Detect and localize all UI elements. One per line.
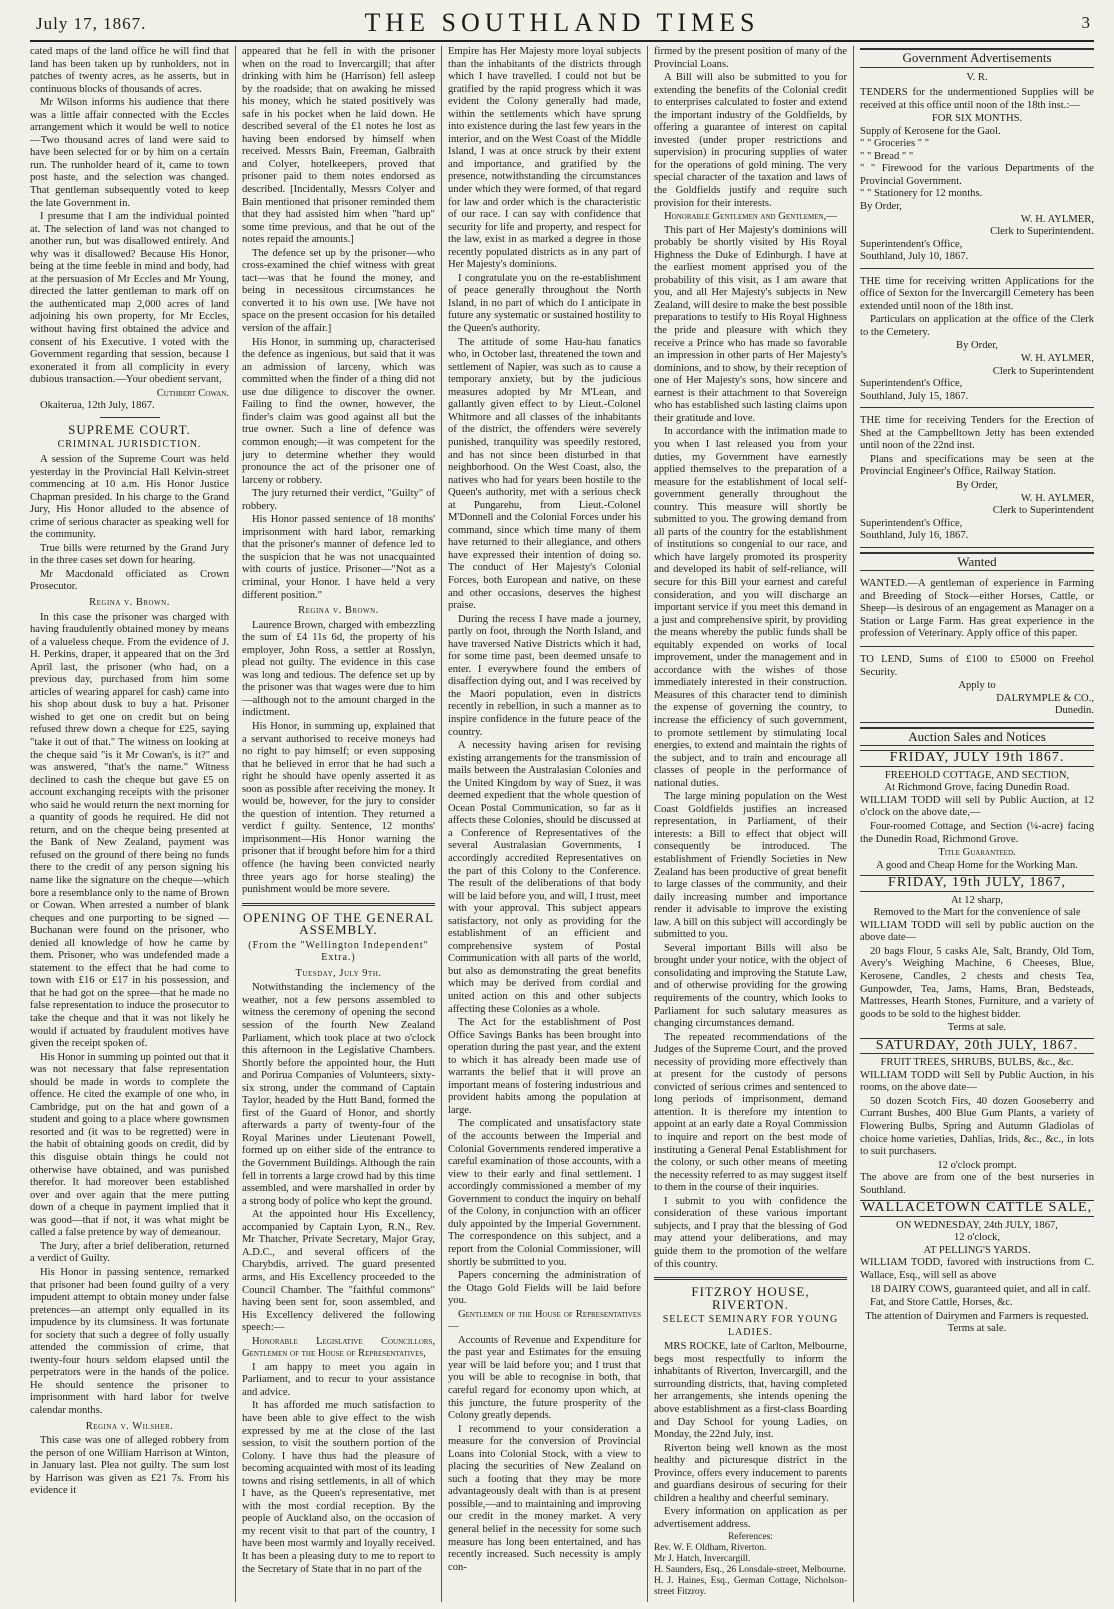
auction-note: The above are from one of the best nurseries in Southland.: [860, 1172, 1094, 1196]
notice-date: Southland, July 16, 1867.: [860, 530, 969, 542]
article-paragraph: I congratulate you on the re-establishment of peace generally throughout the North Island, in no part of which do I anticipate in future any systematic or sustained hostility to the Queen's authority.: [448, 272, 641, 335]
auction-date: SATURDAY, 20th JULY, 1867.: [860, 1038, 1094, 1055]
newspaper-title: THE SOUTHLAND TIMES: [364, 8, 760, 37]
article-paragraph: Notwithstanding the inclemency of the weather, not a few persons assembled to witness the ceremony of opening the second session of the fourth New Zealand Parliament, which took place at two o'clock this afternoon in the Legislative Chambers. Shortly before the appointed hour, the Hutt and Porirua Companies of Volunteers, sixty-six strong, under the command of Captain Taylor, headed by the Hutt Band, formed the first of the Guard of Honor, and shortly afterwards a party of twenty-four of the Royal Marines under Lieutenant Powell, formed up on either side of the entrance to the Government Buildings. Although the rain fell in torrents a large crowd had by this time assembled, and were marshalled in order by a strong body of police who kept the ground.: [242, 982, 435, 1207]
article-paragraph: In accordance with the intimation made to you when I last released you from your duties, my Government have earnestly applied themselves to the preparation of a measure for the establishment of local self-government generally throughout the country. This measure will shortly be submitted to you. The growing demand from all parts of the country for the establishment of institutions so congenial to our race, and which have largely promoted its prosperity and developed its habit of self-reliance, will secure for this Bill your earnest and careful consideration, and you will discharge an important service if you meet this demand in a just and comprehensive spirit, by providing the means whereby the public funds shall be equitably expended on works of local improvement, under the management and in accordance with the wishes of those immediately interested in their construction. Measures of this character tend to diminish the expense of governing the country, to increase the efficiency of such government, to promote settlement by stimulating local energies, to extend and maintain the rights of the subject, and to train and encourage all classes of people in the performance of national duties.: [654, 426, 847, 789]
auction-text: WILLIAM TODD, favored with instructions from C. Wallace, Esq., will sell as above: [860, 1257, 1094, 1282]
article-paragraph: A session of the Supreme Court was held yesterday in the Provincial Hall Kelvin-street commencing at 10 a.m. His Honor Justice Chapman presided. In his charge to the Grand Jury, His Honor alluded to the absence of crime of serious character as speaking well for the community.: [30, 453, 229, 541]
article-paragraph: Empire has Her Majesty more loyal subjects than the inhabitants of the districts through which I have travelled. I could not but be gratified by the rapid progress which it was evident the Colony generally had made, within the settlements which have sprung into existence during the last few years in the interior, and on the West Coast of the Middle Island, I was at once struck by their extent and importance, and gratified by the presence, notwithstanding the circumstances under which they were formed, of that regard for law and order which is the characteristic of our race. I can say with confidence that security for life and property, and respect for the law, exist in as marked a degree in those recently populated districts as in any part of Her Majesty's dominions.: [448, 46, 641, 271]
advertiser-place: Dunedin.: [1054, 705, 1094, 717]
reference-item: H. J. Haines, Esq., German Cottage, Nicholson-street Fitzroy.: [654, 1576, 847, 1598]
advert-apply: Apply to: [958, 680, 996, 692]
article-paragraph: A necessity having arisen for revising existing arrangements for the transmission of mails between the Australasian Colonies and the United Kingdom by way of Suez, it was deemed expedient that the whole question of Ocean Postal Communication, so far as it affects these Colonies, should be discussed at a Conference of Representatives of the several Australasian Governments, I accordingly accredited Representatives on the part of this Colony to the Conference. The result of the deliberations of that body will be laid before you, and will, I trust, meet with your approval. This subject appears satisfactory, not only as providing for the establishment of an efficient and comprehensive system of Postal Communication with all parts of the world, but also as demonstrating the great benefits which may be derived from cordial and united action on this and other subjects affecting these Colonies as a whole.: [448, 740, 641, 1015]
article-paragraph: This case was one of alleged robbery from the person of one William Harrison at Winton, in January last. Plea not guilty. The sum lost by Harrison was given as £21 7s. From his evidence it: [30, 1435, 229, 1497]
article-paragraph: During the recess I have made a journey, partly on foot, through the North Island, and have traversed Native Districts which it had, for some time past, been deemed unsafe to enter. I everywhere found the embers of disaffection dying out, and I was received by the Maori population, even in districts recently in rebellion, in such a manner as to inspire confidence in the future peace of the country.: [448, 613, 641, 738]
column-2: [236, 46, 442, 1602]
column-4: [648, 46, 854, 1602]
auction-time: 12 o'clock prompt.: [937, 1159, 1017, 1171]
article-paragraph: True bills were returned by the Grand Jury in the three cases set down for hearing.: [30, 542, 229, 567]
article-paragraph: His Honor passed sentence of 18 months' imprisonment with hard labor, remarking that the prisoner's manner of defence led to the suspicion that he was not unacquainted with courts of justice. Prisoner—"Not as a criminal, your Honor. I have held a very different position.": [242, 514, 435, 601]
signatory-name: W. H. AYLMER,: [1020, 213, 1094, 225]
auction-terms: Terms at sale.: [947, 1323, 1007, 1335]
article-paragraph: His Honor in summing up pointed out that it was not necessary that false representation should be made in words to complete the offence. He cited the example of one who, in Cambridge, put on the hat and gown of a student and going to a place where gownsmen resorted and (it was to be regretted) were in the habit of obtaining goods on credit, did by this disguise obtain things he could not otherwise have obtained, and was punished therefor. It had moreover been established over and over again that the mere putting down of a cheque in payment implied that it was good—that if not, it was what might be called a false pretence by way of demeanour.: [30, 1051, 229, 1239]
article-paragraph: It has afforded me much satisfaction to have been able to give effect to the wish expressed by me at the close of the last session, to visit the southern portion of the Colony. I have thus had the pleasure of becoming acquainted with most of its leading towns and rising settlements, in all of which I have, as the Queen's representative, met with the most cordial reception. By the people of Auckland also, on the occasion of my recent visit to that part of the country, I have been most warmly and loyally received. It has been a pleasing duty to me to report to the Secretary of State that in no part of the: [242, 1400, 435, 1575]
auction-title: WALLACETOWN CATTLE SALE,: [861, 1200, 1093, 1216]
jetty-notice: [860, 412, 1094, 547]
office-name: Superintendent's Office,: [860, 238, 963, 250]
signatory-name: W. H. AYLMER,: [1020, 353, 1094, 365]
tender-item: " " Bread " ": [860, 150, 914, 162]
article-paragraph: Mr Wilson informs his audience that there was a little affair connected with the Eccles arrangement which it would be well to notice—Two thousand acres of land were said to have been selected for or by him on a certain run. The runholder heard of it, came to town post haste, and the selection was changed. That gentleman subsequently voted to keep the late Government in.: [30, 97, 229, 209]
advert-text: WANTED.—A gentleman of experience in Farming and Breeding of Stock—either Horses, Cattle, or Sheep—is desirous of an engagement as Manager on a Station or Large Farm. Has great experience in the profession of Veterinary. Apply office of this paper.: [860, 578, 1094, 640]
signatory-name: W. H. AYLMER,: [1020, 492, 1094, 504]
references-list: [654, 1543, 847, 1598]
section-heading: SUPREME COURT.: [68, 421, 191, 437]
advert-paragraph: MRS ROCKE, late of Carlton, Melbourne, begs most respectfully to inform the inhabitants of Riverton, Invercargill, and the surrounding districts, that, having completed her arrangements, she intends opening the above establishment as a first-class Boarding and Day School for young Ladies, on Monday, the 22nd July, inst.: [654, 1341, 847, 1441]
divider: [654, 1277, 847, 1280]
section-heading: OPENING OF THE GENERAL ASSEMBLY.: [242, 909, 435, 938]
auction-time: 12 o'clock,: [953, 1232, 1001, 1244]
auction-note: The attention of Dairymen and Farmers is requested.: [865, 1310, 1089, 1322]
divider: [100, 417, 160, 418]
article-paragraph: I presume that I am the individual pointed at. The selection of land was not changed to another run, but was disallowed entirely. And why was it disallowed? Because His Honor, being at the time feeble in mind and body, had at the persuasion of Mr Eccles and Mr Young, directed the latter gentleman to mark off on the authenticated map 2,000 acres of land adjoining his own property, for Mr Eccles, without having first obtained the advice and consent of his Executive. I voted with the Government regarding that session, because I exonerated it from all complicity in every dubious transaction.—Your obedient servant,: [30, 211, 229, 386]
article-paragraph: Accounts of Revenue and Expenditure for the past year and Estimates for the ensuing year will be laid before you; and I trust that you will be able to recognise in both, that careful regard for economy upon which, at this juncture, the future prosperity of the Colony greatly depends.: [448, 1334, 641, 1422]
auction-item: Four-roomed Cottage, and Section (¼-acre) facing the Dunedin Road, Richmond Grove.: [860, 820, 1094, 845]
tender-text: TENDERS for the undermentioned Supplies will be received at this office until noon of the 18th inst.:—: [860, 87, 1094, 111]
column-1: [30, 46, 236, 1602]
advert-paragraph: Riverton being well known as the most healthy and picturesque district in the Province, offers every inducement to parents and guardians desirous of securing for their children a healthy and cheerful seminary.: [654, 1442, 847, 1504]
article-paragraph: Several important Bills will also be brought under your notice, with the object of consolidating and improving the Statute Law, and of otherwise providing for the growing requirements of the country, which looks to Parliament for such salutary measures as changing circumstances demand.: [654, 942, 847, 1030]
wanted-heading: Wanted: [860, 552, 1094, 572]
reference-item: Mr J. Hatch, Invercargill.: [654, 1554, 751, 1565]
reference-item: H. Saunders, Esq., 26 Lonsdale-street, Melbourne.: [654, 1565, 846, 1576]
auction-date: FRIDAY, 19th JULY, 1867,: [860, 875, 1094, 892]
auction-title: FREEHOLD COTTAGE, AND SECTION,: [884, 769, 1070, 781]
notice-date: Southland, July 15, 1867.: [860, 390, 969, 402]
article-paragraph: Laurence Brown, charged with embezzling the sum of £4 11s 6d, the property of his employer, John Ross, a settler at Rosslyn, plead not guilty. The evidence in this case was long and tedious. The defence set up by the prisoner was that wages were due to him—although not to the amount charged in the indictment.: [242, 619, 435, 719]
column-5-advertisements: [854, 46, 1094, 1602]
tender-item: Supply of Kerosene for the Gaol.: [860, 125, 1001, 137]
notice-text: THE time for receiving written Applications for the office of Sexton for the Invercargill Cemetery has been extended until noon of the 18th inst.: [860, 275, 1094, 312]
speech-address: Honorable Legislative Councillors, Gentlemen of the House of Representatives,: [242, 1335, 435, 1360]
case-heading: Regina v. Brown.: [298, 605, 379, 617]
auction-guarantee: Title Guaranteed.: [938, 847, 1016, 859]
case-heading: Regina v. Brown.: [89, 596, 170, 608]
sexton-notice: [860, 273, 1094, 408]
auction-title: FRUIT TREES, SHRUBS, BULBS, &c., &c.: [880, 1057, 1074, 1069]
letter-place-date: Okaiterua, 12th July, 1867.: [40, 400, 155, 412]
advert-heading: FITZROY HOUSE, RIVERTON.: [691, 1284, 810, 1312]
divider: [242, 903, 435, 906]
article-paragraph: The defence set up by the prisoner—who cross-examined the chief witness with great tact—was that he found the money, and being in necessitous circumstances he converted it to his own use. [We have not space on the present occasion for his detailed version of the affair.]: [242, 247, 435, 335]
article-paragraph: The complicated and unsatisfactory state of the accounts between the Imperial and Colonial Governments rendered imperative a careful examination of those accounts, with a view to their early and final settlement. I accordingly commissioned a member of my Government to conduct the inquiry on behalf of the Colony, in conjunction with an officer duly appointed by the Imperial Government. The correspondence on this subject, and a report from the Colonial Commissioner, will shortly be submitted to you.: [448, 1118, 641, 1268]
article-paragraph: I am happy to meet you again in Parliament, and to recur to your assistance and advice.: [242, 1361, 435, 1398]
article-paragraph: Mr Macdonald officiated as Crown Prosecutor.: [30, 568, 229, 593]
article-paragraph: firmed by the present position of many of the Provincial Loans.: [654, 46, 847, 70]
signatory-role: Clerk to Superintendent: [992, 505, 1094, 517]
letter-signature: Cuthbert Cowan.: [156, 387, 229, 399]
advert-text: TO LEND, Sums of £100 to £5000 on Freehol Security.: [860, 653, 1094, 678]
auction-item: 20 bags Flour, 5 casks Ale, Salt, Brandy, Old Tom, Avery's Weighing Machine, 6 Cheeses, Blue, Kerosene, Candles, 2 chests and chests Tea, Gunpowder, Tea, Jams, Hams, Bran, Bedsteads, Mattresses, Hearth Stones, Furniture, and a variety of goods to be sold to the highest bidder.: [860, 945, 1094, 1020]
auction-item: Fat, and Store Cattle, Horses, &c.: [870, 1297, 1013, 1309]
article-paragraph: The Jury, after a brief deliberation, returned a verdict of Guilty.: [30, 1240, 229, 1265]
advert-subheading: SELECT SEMINARY FOR YOUNG LADIES.: [662, 1314, 839, 1338]
article-paragraph: The jury returned their verdict, "Guilty" of robbery.: [242, 488, 435, 512]
office-name: Superintendent's Office,: [860, 378, 963, 390]
page-columns: [30, 46, 1094, 1602]
auction-text: WILLIAM TODD will sell by Public Auction, at 12 o'clock on the above date,—: [860, 794, 1094, 819]
page-number: 3: [1081, 13, 1090, 32]
advert-paragraph: Every information on application as per advertisement address.: [654, 1506, 847, 1530]
article-paragraph: Papers concerning the administration of the Otago Gold Fields will be laid before you.: [448, 1270, 641, 1307]
tender-item: " " Firewood for the various Departments of the Provincial Government.: [860, 163, 1094, 187]
auction-date: ON WEDNESDAY, 24th JULY, 1867,: [896, 1219, 1058, 1231]
article-paragraph: His Honor, in summing up, characterised the defence as ingenious, but said that it was an admission of larceny, which was committed when the finder of a thing did not use due diligence to discover the owner. Failing to find the owner, however, the finder's claim was good against all but the true owner. Such a line of defence was common enough;—it was competent for the jury to determine whether they would pronounce the act of the prisoner one of larceny or robbery.: [242, 336, 435, 486]
case-heading: Regina v. Wilsher.: [85, 1420, 174, 1432]
by-order: By Order,: [860, 201, 902, 213]
signatory-role: Clerk to Superintendent.: [990, 226, 1094, 238]
notice-date: Southland, July 10, 1867.: [860, 251, 969, 263]
wanted-advert: [860, 575, 1094, 647]
notice-text: Particulars on application at the office of the Clerk to the Cemetery.: [860, 314, 1094, 338]
auction-text: WILLIAM TODD will Sell by Public Auction, in his rooms, on the above date—: [860, 1069, 1094, 1094]
section-source: (From the "Wellington Independent" Extra.): [248, 939, 429, 964]
office-name: Superintendent's Office,: [860, 517, 963, 529]
references-title: References:: [728, 1532, 773, 1543]
article-paragraph: His Honor, in summing up, explained that a servant authorised to receive moneys had no right to pay himself; or even supposing that he believed in error that he had such a right he should have openly asserted it as soon as possible after receiving the money. It would be, however, for the jury to consider the question of intention. They returned a verdict f guilty. Sentence, 12 months' imprisonment—His Honor warning the prisoner that if brought before him for a third offence (he having been convicted nearly three years ago for horse stealing) the punishment would be more severe.: [242, 720, 435, 896]
signatory-role: Clerk to Superintendent: [992, 365, 1094, 377]
auction-location: AT PELLING'S YARDS.: [923, 1244, 1031, 1256]
tender-notice: [860, 84, 1094, 269]
article-paragraph: This part of Her Majesty's dominions will probably be shortly visited by His Royal Highness the Duke of Edinburgh. I have at the earliest moment apprised you of the probability of this visit, as I am aware that you, and all Her Majesty's subjects in New Zealand, will desire to make the best possible preparations to testify to His Royal Highness the pride and pleasure with which they receive a Prince who has made so favorable an impression in other parts of Her Majesty's dominions, and to show, by their reception of one of Her Majesty's sons, how sincere and earnest is their attachment to that Sovereign who has established such lasting claims upon their gratitude and love.: [654, 224, 847, 424]
section-subheading: CRIMINAL JURISDICTION.: [57, 439, 202, 451]
auction-item: 50 dozen Scotch Firs, 40 dozen Gooseberry and Currant Bushes, 400 Blue Gum Plants, a variety of Flowering Bulbs, Spring and Autumn Gladiolas of choice home varieties, Dahlias, Irids, &c., &c., in lots to suit purchasers.: [860, 1095, 1094, 1158]
auction-terms: Terms at sale.: [947, 1022, 1007, 1034]
speech-address: Gentlemen of the House of Representatives—: [448, 1308, 641, 1333]
government-advertisements-heading: Government Advertisements: [860, 48, 1094, 68]
issue-date: July 17, 1867.: [36, 14, 147, 33]
column-3: [442, 46, 648, 1602]
article-paragraph: In this case the prisoner was charged with having fraudulently obtained money by means of a valueless cheque. From the evidence of J. H. Perkins, draper, it appeared that on the 3rd April last, the prisoner (who had, on a previous day, purchased from him some articles of wearing apparel for cash) came into his shop about dusk to buy a hat. Prisoner wished to get one on credit but on being refused threw down a cheque for £25, saying "take it out of that." The witness on looking at the cheque said "is it Mr Cowan's, is it?" and was answered, "that's the name." Witness declined to cash the cheque but gave £5 on account exchanging receipts with the prisoner who said he would return the next morning for a quantity of goods he required. He did not return, and on the cheque being presented at the Bank of New Zealand, payment was refused on the ground of there being no funds there to the credit of any person signing his name like the signature on the cheque—which bore a resemblance only to the name of Brown or Cowan. When arrested a number of blank cheques and one purporting to be signed — Buchanan were found on the prisoner, who denied all knowledge of how he came by them. Prisoner, who was undefended made a statement to the effect that he had come to town with £16 or £17 in his possession, and that he had got on the spree—that he made no false representation to induce the prosecutor to take the cheque and that it was not likely he would if actuated by fraudulent motives have given the receipt spoken of.: [30, 611, 229, 1050]
article-paragraph: cated maps of the land office he will find that land has been taken up by runholders, not in patches of twenty acres, as he asserts, but in continuous blocks of thousands of acres.: [30, 46, 229, 95]
article-paragraph: A Bill will also be submitted to you for extending the benefits of the Colonial credit to enterprises calculated to foster and extend the important industry of the Goldfields, by offering a guarantee of interest on capital invested (under proper restrictions and supervision) in procuring supplies of water for the operations of gold mining. The very special character of the taxation and laws of the Goldfields justify and require such provision for their interests.: [654, 72, 847, 209]
article-paragraph: His Honor in passing sentence, remarked that prisoner had been found guilty of a very impudent attempt to obtain money under false pretences—an attempt only equalled in its impudence by its clumsiness. It was fortunate for society that such a degree of folly usually attended the commission of crime, that twenty-four hours seldom elapsed until the perpetrators were in the hands of the police. He should sentence the prisoner to imprisonment with hard labor for twelve calendar months.: [30, 1266, 229, 1416]
auction-tagline: A good and Cheap Home for the Working Man.: [876, 859, 1078, 871]
tender-period: FOR SIX MONTHS.: [931, 113, 1023, 125]
loan-advert: [860, 651, 1094, 723]
auction-location: Removed to the Mart for the convenience of sale: [873, 907, 1081, 919]
article-paragraph: I submit to you with confidence the consideration of these various important subjects, and I pray that the blessing of God may attend your deliberations, and may guide them to the promotion of the welfare of this country.: [654, 1195, 847, 1270]
article-paragraph: The Act for the establishment of Post Office Savings Banks has been brought into operation during the past year, and the extent to which it has already been made use of warrants the belief that it will prove an important means of fostering industrious and provident habits among the population at large.: [448, 1017, 641, 1116]
by-order: By Order,: [956, 479, 998, 491]
speech-address: Honorable Gentlemen and Gentlemen,—: [664, 211, 837, 223]
royal-cipher: V. R.: [966, 71, 988, 83]
tender-item: " " Stationery for 12 months.: [860, 188, 983, 200]
reference-item: Rev. W. F. Oldham, Riverton.: [654, 1543, 767, 1554]
masthead: [30, 8, 1094, 42]
auction-time: At 12 sharp,: [950, 894, 1004, 906]
article-paragraph: The attitude of some Hau-hau fanatics who, in October last, threatened the town and settlement of Napier, was such as to cause a temporary anxiety, but by the judicious measures adopted by Mr M'Lean, and gallantly given effect to by Lieut.-Colonel Whitmore and all classes of the inhabitants of the district, the offenders were severely punished, tranquility was speedily restored, and has not since been disturbed in that neighborhood. On the West Coast, also, the natives who had for years been hostile to the Queen's authority, met with a serious check at Pungarehu, from Lieut.-Colonel M'Donnell and the Colonial Forces under his command, since which time many of them have returned to their allegiance, and others have expressed their intention of doing so. The conduct of Her Majesty's Colonial Forces, both European and native, on these and other occasions, deserves the highest praise.: [448, 336, 641, 612]
notice-text: Plans and specifications may be seen at the Provincial Engineer's Office, Railway Station.: [860, 453, 1094, 478]
auction-text: WILLIAM TODD will sell by public auction on the above date—: [860, 919, 1094, 944]
section-date: Tuesday, July 9th.: [295, 967, 382, 979]
auction-location: At Richmond Grove, facing Dunedin Road.: [884, 782, 1070, 794]
notice-text: THE time for receiving Tenders for the Erection of Shed at the Campbelltown Jetty has been extended until noon of the 22nd inst.: [860, 415, 1094, 452]
by-order: By Order,: [956, 340, 998, 352]
article-paragraph: The large mining population on the West Coast Goldfields justifies an increased representation, in Parliament, of their interests: a Bill to effect that object will consequently be introduced. The establishment of Friendly Societies in New Zealand has been productive of great benefit to large classes of the community, and their daily increasing number and importance render it advisable to improve the existing law. A bill on this subject will accordingly be submitted to you.: [654, 791, 847, 941]
article-paragraph: The repeated recommendations of the Judges of the Supreme Court, and the proved necessity of providing more effectively than at present for the custody of persons convicted of serious crimes and sentenced to long periods of imprisonment, demand attention. It is therefore my intention to appoint at an early date a Royal Commission to inquire and report on the best mode of instituting a General Penal Establishment for the colony, or such other means of meeting the necessity referred to as may suggest itself to them in the course of their inquiries.: [654, 1031, 847, 1194]
article-paragraph: appeared that he fell in with the prisoner when on the road to Invercargill; that after drinking with him he (Harrison) fell asleep by the roadside; that on awaking he missed his money, which he stated positively was safe in his pocket when he laid down. He described several of the £1 notes he lost as having been endorsed by himself when received. Messrs Bain, Freeman, Galbraith and Colyer, hotelkeepers, proved that prisoner paid to them notes endorsed as described. [Incidentally, Messrs Colyer and Bain mentioned that prisoner reminded them that they had assisted him when "hard up" some time previous, and that he out of the notes repaid the amounts.]: [242, 46, 435, 246]
article-paragraph: I recommend to your consideration a measure for the conversion of Provincial Loans into Colonial Stock, with a view to placing the securities of New Zealand on such a footing that they may be more advantageously dealt with than is at present possible,—and to maintaining and improving our credit in the money market. A very general belief in the necessity for some such measure has long been entertained, and has recently increased. Such necessity is amply con-: [448, 1423, 641, 1573]
auction-heading: Auction Sales and Notices: [860, 727, 1094, 747]
auction-item: 18 DAIRY COWS, guaranteed quiet, and all in calf.: [870, 1283, 1091, 1295]
advertiser-name: DALRYMPLE & CO.,: [996, 692, 1094, 704]
article-paragraph: At the appointed hour His Excellency, accompanied by Captain Lyon, R.N., Rev. Mr Thatcher, Private Secretary, Major Gray, A.D.C., and several officers of the Charybdis, arrived. The guard presented arms, and His Excellency proceeded to the Council Chamber. The "faithful commons" having been sent for, soon assembled, and His Excellency delivered the following speech:—: [242, 1209, 435, 1334]
auction-date: FRIDAY, JULY 19th 1867.: [860, 750, 1094, 767]
tender-item: " " Groceries " ": [860, 138, 930, 150]
